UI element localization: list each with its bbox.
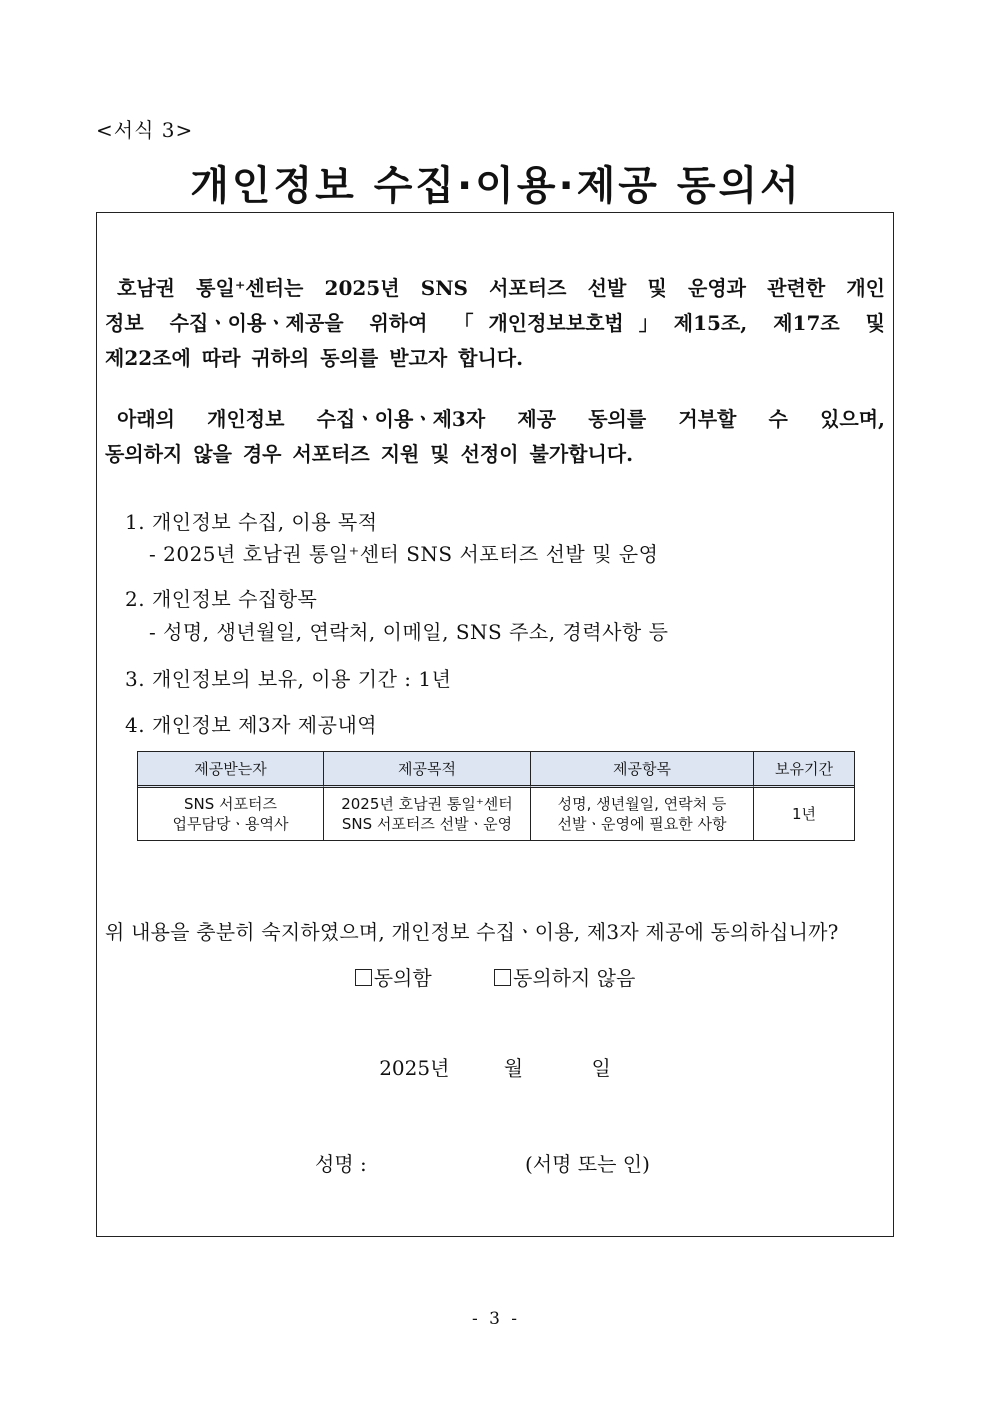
cell-purpose	[324, 788, 531, 840]
consent-box	[96, 212, 894, 1237]
form-number: <서식 3>	[96, 118, 194, 142]
item-2-detail: - 성명, 생년월일, 연락처, 이메일, SNS 주소, 경력사항 등	[149, 620, 669, 644]
header-recipient: 제공받는자	[138, 752, 324, 788]
date-day: 일	[591, 1056, 611, 1080]
intro-line-2: 정보 수집ㆍ이용ㆍ제공을 위하여 「개인정보보호법」제15조, 제17조 및	[105, 311, 885, 335]
notice-line-1: 아래의 개인정보 수집ㆍ이용ㆍ제3자 제공 동의를 거부할 수 있으며,	[117, 407, 885, 431]
cell-purpose-line-1: 2025년 호남권 통일⁺센터	[341, 795, 513, 813]
table-header-row	[138, 752, 854, 788]
disagree-checkbox[interactable]	[494, 969, 511, 986]
cell-period: 1년	[791, 805, 817, 823]
cell-recipient-line-1: SNS 서포터즈	[184, 795, 277, 813]
cell-fields-line-1: 성명, 생년월일, 연락처 등	[557, 795, 727, 813]
cell-purpose-line-2: SNS 서포터즈 선발ㆍ운영	[341, 815, 513, 833]
header-fields: 제공항목	[531, 752, 754, 788]
item-1-heading: 1. 개인정보 수집, 이용 목적	[125, 510, 378, 534]
item-2-heading: 2. 개인정보 수집항목	[125, 587, 318, 611]
disagree-label: 동의하지 않음	[513, 966, 636, 990]
cell-recipient	[138, 788, 324, 840]
third-party-table	[137, 751, 855, 841]
disagree-option[interactable]	[494, 963, 635, 993]
cell-recipient-line-2: 업무담당ㆍ용역사	[172, 815, 289, 833]
header-period: 보유기간	[754, 752, 854, 788]
signature-hint: (서명 또는 인)	[525, 1152, 650, 1176]
consent-question: 위 내용을 충분히 숙지하였으며, 개인정보 수집ㆍ이용, 제3자 제공에 동의하십니까?	[105, 920, 839, 944]
date-year: 2025년	[379, 1056, 450, 1080]
notice-line-2: 동의하지 않을 경우 서포터즈 지원 및 선정이 불가합니다.	[105, 442, 634, 466]
page-number: - 3 -	[471, 1309, 521, 1329]
agree-checkbox[interactable]	[355, 969, 372, 986]
intro-line-3: 제22조에 따라 귀하의 동의를 받고자 합니다.	[105, 346, 524, 370]
header-purpose: 제공목적	[324, 752, 531, 788]
item-4-heading: 4. 개인정보 제3자 제공내역	[125, 713, 378, 737]
agree-option[interactable]	[355, 963, 432, 993]
date-line	[97, 1053, 893, 1083]
intro-paragraph	[105, 271, 885, 376]
item-1-detail: - 2025년 호남권 통일⁺센터 SNS 서포터즈 선발 및 운영	[149, 542, 659, 566]
consent-choices	[97, 963, 893, 993]
notice-paragraph	[105, 402, 885, 472]
cell-fields	[531, 788, 754, 840]
signature-label: 성명 :	[315, 1152, 367, 1176]
intro-line-1: 호남권 통일⁺센터는 2025년 SNS 서포터즈 선발 및 운영과 관련한 개인	[117, 276, 885, 300]
document-title: 개인정보 수집·이용·제공 동의서	[190, 163, 802, 209]
cell-fields-line-2: 선발ㆍ운영에 필요한 사항	[557, 815, 727, 833]
table-row	[138, 788, 854, 840]
date-month: 월	[503, 1056, 524, 1080]
item-3-heading: 3. 개인정보의 보유, 이용 기간 : 1년	[125, 667, 452, 691]
agree-label: 동의함	[373, 966, 432, 990]
